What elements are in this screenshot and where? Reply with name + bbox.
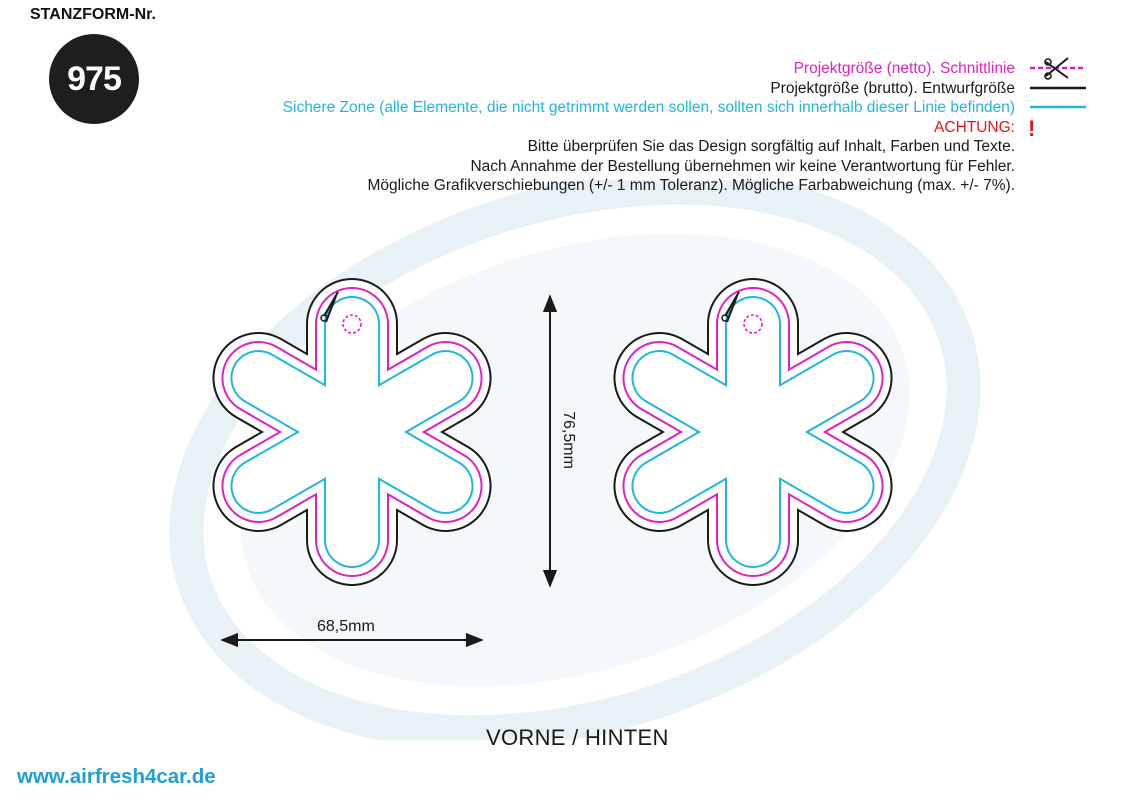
legend-note: Bitte überprüfen Sie das Design sorgfältig auf Inhalt, Farben und Texte. <box>527 138 1015 155</box>
website-link[interactable]: www.airfresh4car.de <box>17 765 216 788</box>
width-dimension-label: 68,5mm <box>317 618 375 635</box>
stanzform-title: STANZFORM-Nr. <box>30 6 156 23</box>
stanzform-number-badge: 975 <box>49 34 139 124</box>
height-dimension-label: 76,5mm <box>560 411 577 469</box>
legend-note: Nach Annahme der Bestellung übernehmen wir keine Verantwortung für Fehler. <box>470 157 1015 175</box>
legend-net-cut-line: Projektgröße (netto). Schnittlinie <box>793 60 1015 77</box>
back-shape <box>659 292 846 540</box>
legend-note: Mögliche Grafikverschiebungen (+/- 1 mm Toleranz). Mögliche Farbabweichung (max. +/- 7%). <box>367 177 1015 194</box>
legend-gross-size: Projektgröße (brutto). Entwurfgröße <box>770 79 1015 97</box>
side-caption: VORNE / HINTEN <box>486 725 669 750</box>
warning-exclamation-icon: ! <box>1028 116 1036 141</box>
front-shape <box>258 292 445 540</box>
legend-warning: ACHTUNG: <box>934 118 1015 136</box>
legend-safe-zone: Sichere Zone (alle Elemente, die nicht getrimmt werden sollen, sollten sich innerhalb dieser Linie befinden) <box>282 99 1015 116</box>
